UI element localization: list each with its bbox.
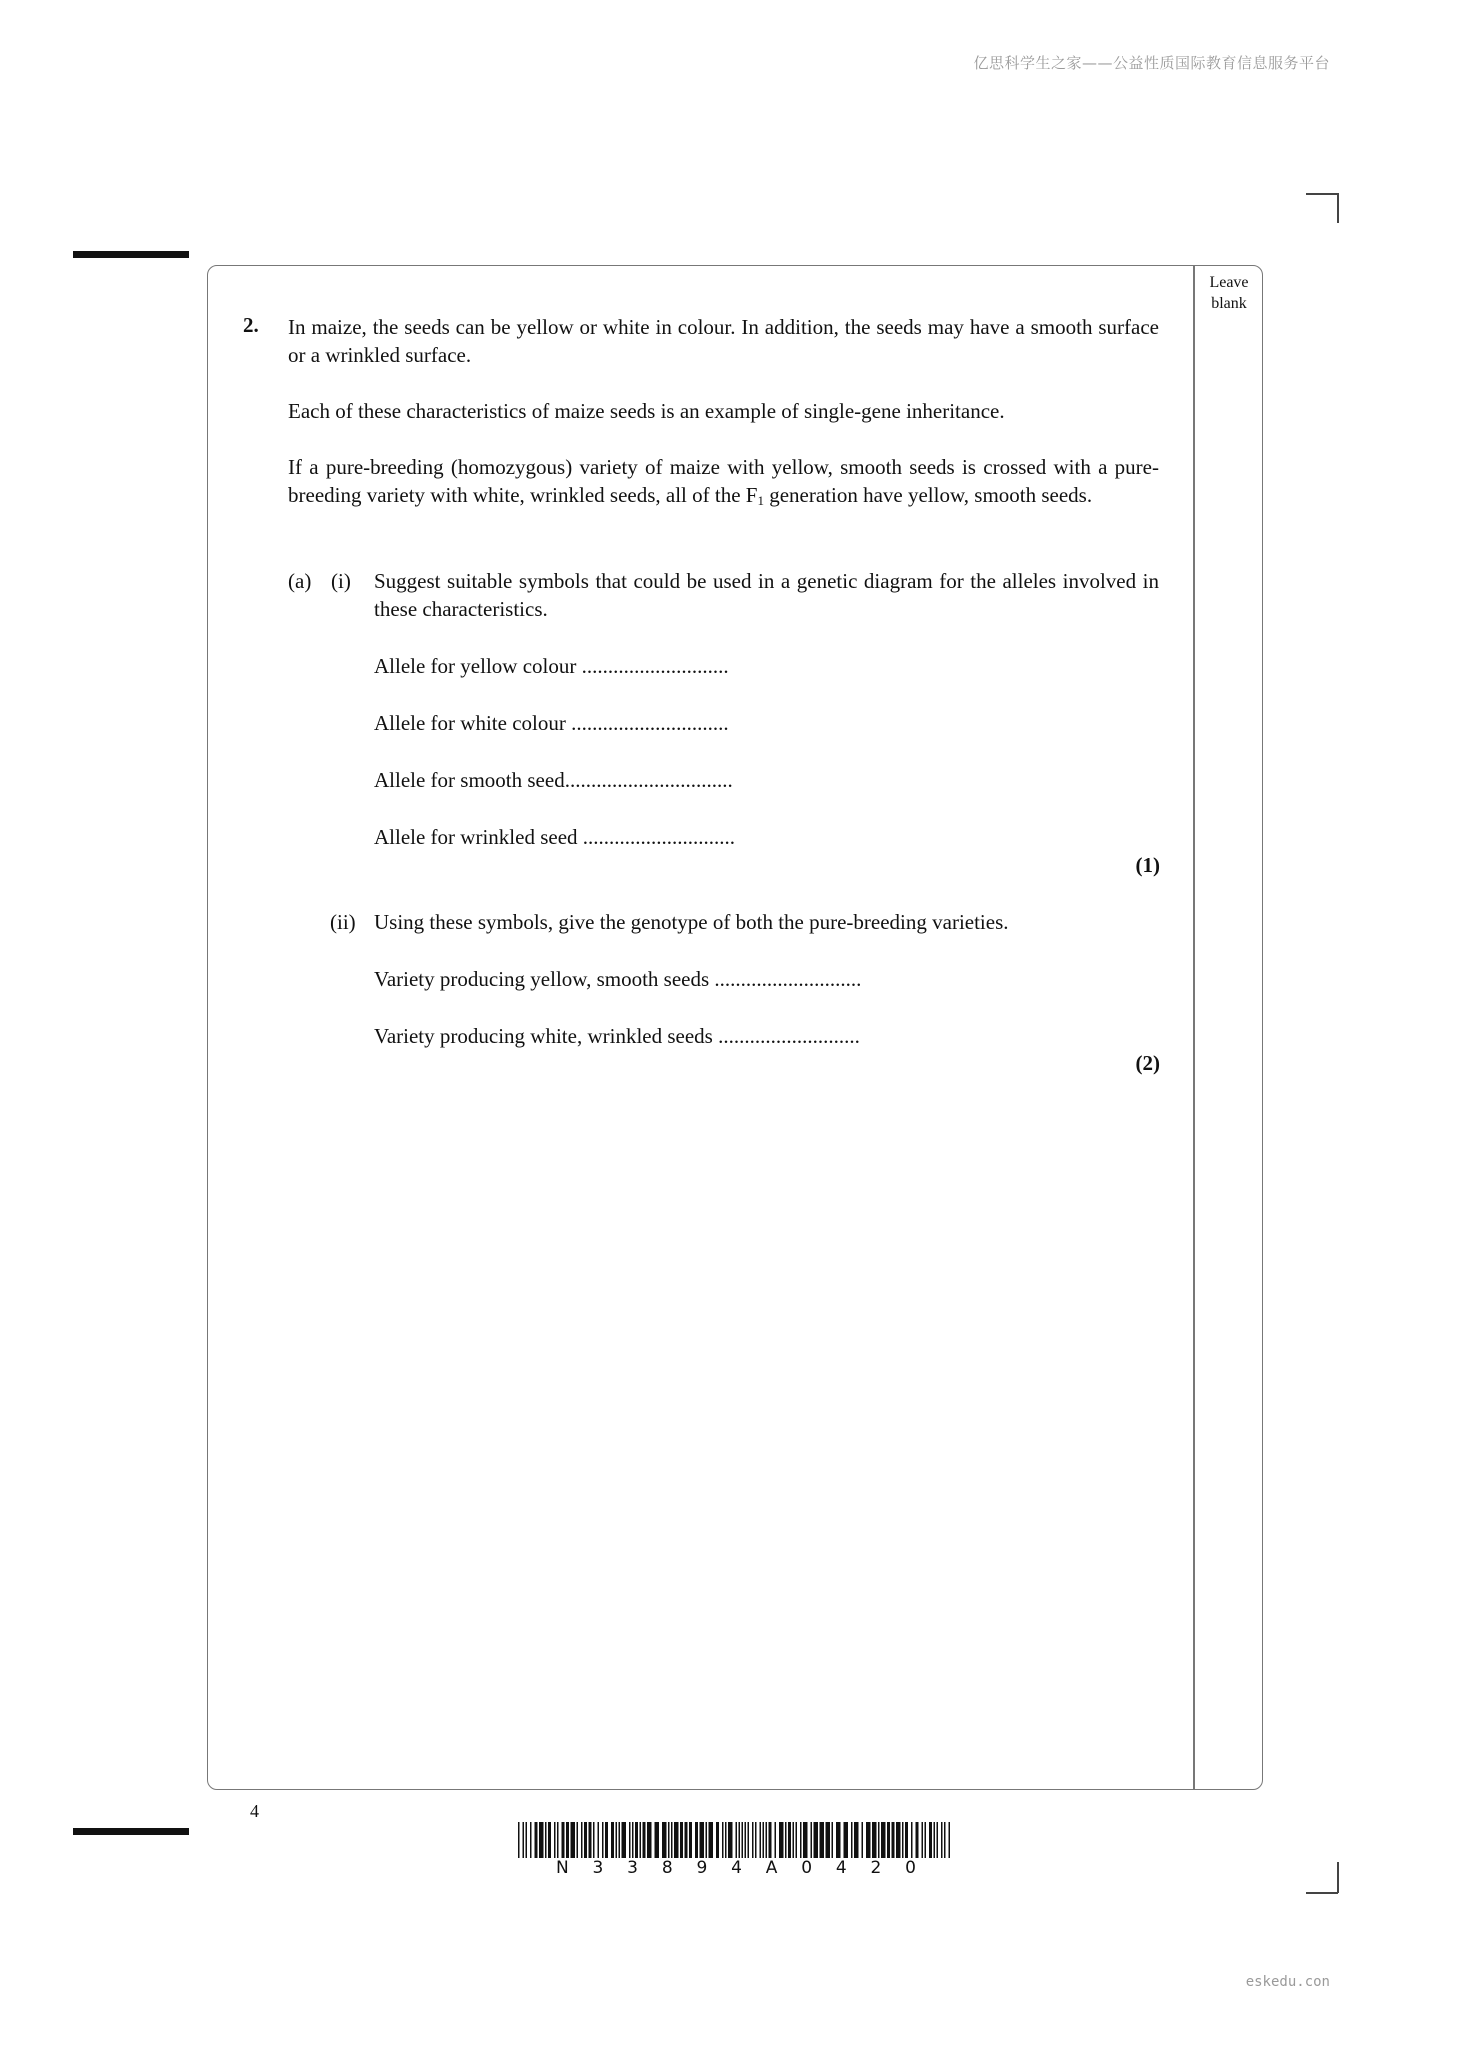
barcode-digit: 2 [870, 1858, 882, 1878]
barcode-bar [803, 1822, 808, 1858]
barcode-bar [668, 1822, 670, 1858]
barcode-bar [632, 1822, 634, 1858]
barcode-bar [611, 1822, 614, 1858]
barcode-bar [577, 1822, 579, 1858]
barcode-bar [896, 1822, 901, 1858]
barcode-bar [934, 1822, 936, 1858]
barcode-bar [862, 1822, 864, 1858]
answer-line-white-wrinkled: Variety producing white, wrinkled seeds ........................... [374, 1024, 860, 1048]
leave-blank-label [1196, 272, 1262, 314]
barcode-bar [616, 1822, 618, 1858]
barcode-bar [671, 1822, 673, 1858]
f1-subscript: 1 [757, 493, 764, 508]
answer-line-smooth: Allele for smooth seed................................ [374, 768, 733, 792]
barcode-bar [887, 1822, 890, 1858]
margin-bar-bottom [73, 1828, 189, 1835]
barcode-bar [523, 1822, 525, 1858]
barcode-bar [752, 1822, 754, 1858]
barcode-bar [905, 1822, 908, 1858]
barcode-bar [728, 1822, 733, 1858]
barcode-bar [866, 1822, 871, 1858]
barcode-bar [689, 1822, 692, 1858]
barcode-bar [854, 1822, 859, 1858]
barcode-bar [902, 1822, 904, 1858]
barcode-bar [725, 1822, 727, 1858]
leave-blank-line1: Leave [1209, 274, 1249, 291]
barcode-bar [796, 1822, 798, 1858]
barcode-bar [571, 1822, 576, 1858]
barcode-bar [745, 1822, 747, 1858]
answer-line-yellow-smooth: Variety producing yellow, smooth seeds ............................ [374, 967, 862, 991]
barcode-bar [602, 1822, 604, 1858]
barcode-digit: 0 [905, 1858, 916, 1878]
barcode-bar [755, 1822, 757, 1858]
barcode-bar [944, 1822, 946, 1858]
barcode-bar [674, 1822, 679, 1858]
barcode-bar [581, 1822, 583, 1858]
barcode-bar [530, 1822, 532, 1858]
sub-i-label: (i) [331, 569, 351, 593]
barcode-digit: 3 [627, 1858, 638, 1878]
barcode-bar [662, 1822, 667, 1858]
barcode-digit: N [556, 1858, 569, 1878]
barcode-bar [929, 1822, 932, 1858]
sub-ii-label: (ii) [330, 910, 356, 934]
barcode-bar [760, 1822, 762, 1858]
barcode-bar [685, 1822, 688, 1858]
barcode-bar [598, 1822, 600, 1858]
answer-line-yellow: Allele for yellow colour ............................ [374, 654, 729, 678]
marks-sub-i: (1) [1135, 853, 1160, 877]
barcode-bar [518, 1822, 520, 1858]
answer-line-wrinkled: Allele for wrinkled seed ............................. [374, 825, 736, 849]
barcode-bar [584, 1822, 587, 1858]
barcode-bar [844, 1822, 849, 1858]
barcode-bar [643, 1822, 646, 1858]
barcode-digit: 4 [835, 1858, 847, 1878]
barcode-bar [878, 1822, 880, 1858]
barcode-bar [655, 1822, 660, 1858]
barcode-bar [916, 1822, 919, 1858]
barcode-bar [769, 1822, 772, 1858]
barcode-bar [941, 1822, 943, 1858]
barcode-bar [881, 1822, 886, 1858]
barcode-bar [832, 1822, 834, 1858]
barcode-bar [635, 1822, 638, 1858]
barcode-digit: 3 [592, 1858, 604, 1878]
barcode-bar [763, 1822, 765, 1858]
barcode-bar [811, 1822, 813, 1858]
question-number: 2. [243, 313, 259, 337]
barcode-bar [736, 1822, 738, 1858]
barcode-digit: 4 [731, 1858, 742, 1878]
barcode-bar [785, 1822, 787, 1858]
barcode-bar [748, 1822, 750, 1858]
barcode-bar [788, 1822, 791, 1858]
barcode-digit: 0 [801, 1858, 813, 1878]
barcode-bar [706, 1822, 708, 1858]
barcode-bar [766, 1822, 768, 1858]
barcode-bar [535, 1822, 538, 1858]
part-a-label: (a) [288, 569, 312, 593]
barcode-bar [949, 1822, 951, 1858]
barcode-bar [820, 1822, 825, 1858]
margin-bar-top [73, 251, 189, 258]
header-watermark: 亿思科学生之家——公益性质国际教育信息服务平台 [973, 54, 1330, 72]
barcode-digit: 9 [696, 1858, 708, 1878]
barcode-bar [695, 1822, 698, 1858]
intro-paragraph-2: Each of these characteristics of maize seeds is an example of single-gene inheritance. [288, 399, 1005, 423]
barcode-bar [779, 1822, 784, 1858]
barcode-bar [800, 1822, 802, 1858]
barcode-bar [548, 1822, 551, 1858]
barcode-bar [925, 1822, 927, 1858]
barcode-bar [539, 1822, 544, 1858]
barcode-bar [554, 1822, 556, 1858]
barcode-bar [922, 1822, 924, 1858]
leave-blank-line2: blank [1211, 295, 1247, 312]
barcode-digit: A [765, 1858, 778, 1878]
leave-blank-divider [1193, 265, 1195, 1790]
crop-mark-top-vertical [1337, 193, 1339, 223]
barcode-bar [619, 1822, 621, 1858]
crop-mark-bottom-vertical [1337, 1862, 1339, 1893]
sub-i-text: Suggest suitable symbols that could be used in a genetic diagram for the alleles involved in these characteristics. [374, 569, 1159, 621]
intro-paragraph-3 [288, 453, 1159, 509]
barcode-bar [647, 1822, 652, 1858]
barcode-bar [851, 1822, 853, 1858]
barcode-bar [700, 1822, 705, 1858]
barcode-bar [640, 1822, 642, 1858]
barcode-bar [793, 1822, 795, 1858]
barcode-bar [892, 1822, 895, 1858]
barcode-digits [556, 1858, 916, 1878]
barcode-bar [680, 1822, 683, 1858]
barcode-bar [605, 1822, 608, 1858]
barcode-bar [872, 1822, 877, 1858]
sub-ii-text: Using these symbols, give the genotype of both the pure-breeding varieties. [374, 910, 1009, 934]
intro-p3-before: If a pure-breeding (homozygous) variety of maize with yellow, smooth seeds is crossed with a pure-breeding variety with white, wrinkled seeds, all of the F [288, 455, 1159, 507]
barcode-bar [593, 1822, 595, 1858]
barcode-bar [722, 1822, 724, 1858]
barcode-bar [557, 1822, 559, 1858]
barcode-bar [709, 1822, 714, 1858]
barcode-bar [775, 1822, 777, 1858]
barcode-bar [937, 1822, 939, 1858]
barcode [518, 1822, 954, 1858]
barcode-bar [562, 1822, 565, 1858]
marks-sub-ii: (2) [1135, 1051, 1160, 1075]
crop-mark-top-horizontal [1306, 193, 1338, 195]
intro-p3-after: generation have yellow, smooth seeds. [763, 483, 1093, 507]
intro-paragraph-1: In maize, the seeds can be yellow or white in colour. In addition, the seeds may have a smooth surface or a wrinkled surface. [288, 315, 1159, 367]
barcode-bar [739, 1822, 741, 1858]
barcode-bar [716, 1822, 719, 1858]
barcode-bar [911, 1822, 913, 1858]
barcode-bar [566, 1822, 569, 1858]
barcode-bar [629, 1822, 631, 1858]
barcode-bar [622, 1822, 627, 1858]
footer-site: eskedu.con [1245, 1974, 1330, 1990]
barcode-bar [742, 1822, 744, 1858]
page-number: 4 [250, 1801, 259, 1821]
crop-mark-bottom-horizontal [1306, 1892, 1338, 1894]
barcode-bar [814, 1822, 819, 1858]
barcode-bar [526, 1822, 528, 1858]
barcode-bar [589, 1822, 592, 1858]
barcode-bar [545, 1822, 547, 1858]
barcode-bar [826, 1822, 831, 1858]
answer-line-white: Allele for white colour .............................. [374, 711, 729, 735]
barcode-digit: 8 [661, 1858, 673, 1878]
barcode-bar [836, 1822, 841, 1858]
